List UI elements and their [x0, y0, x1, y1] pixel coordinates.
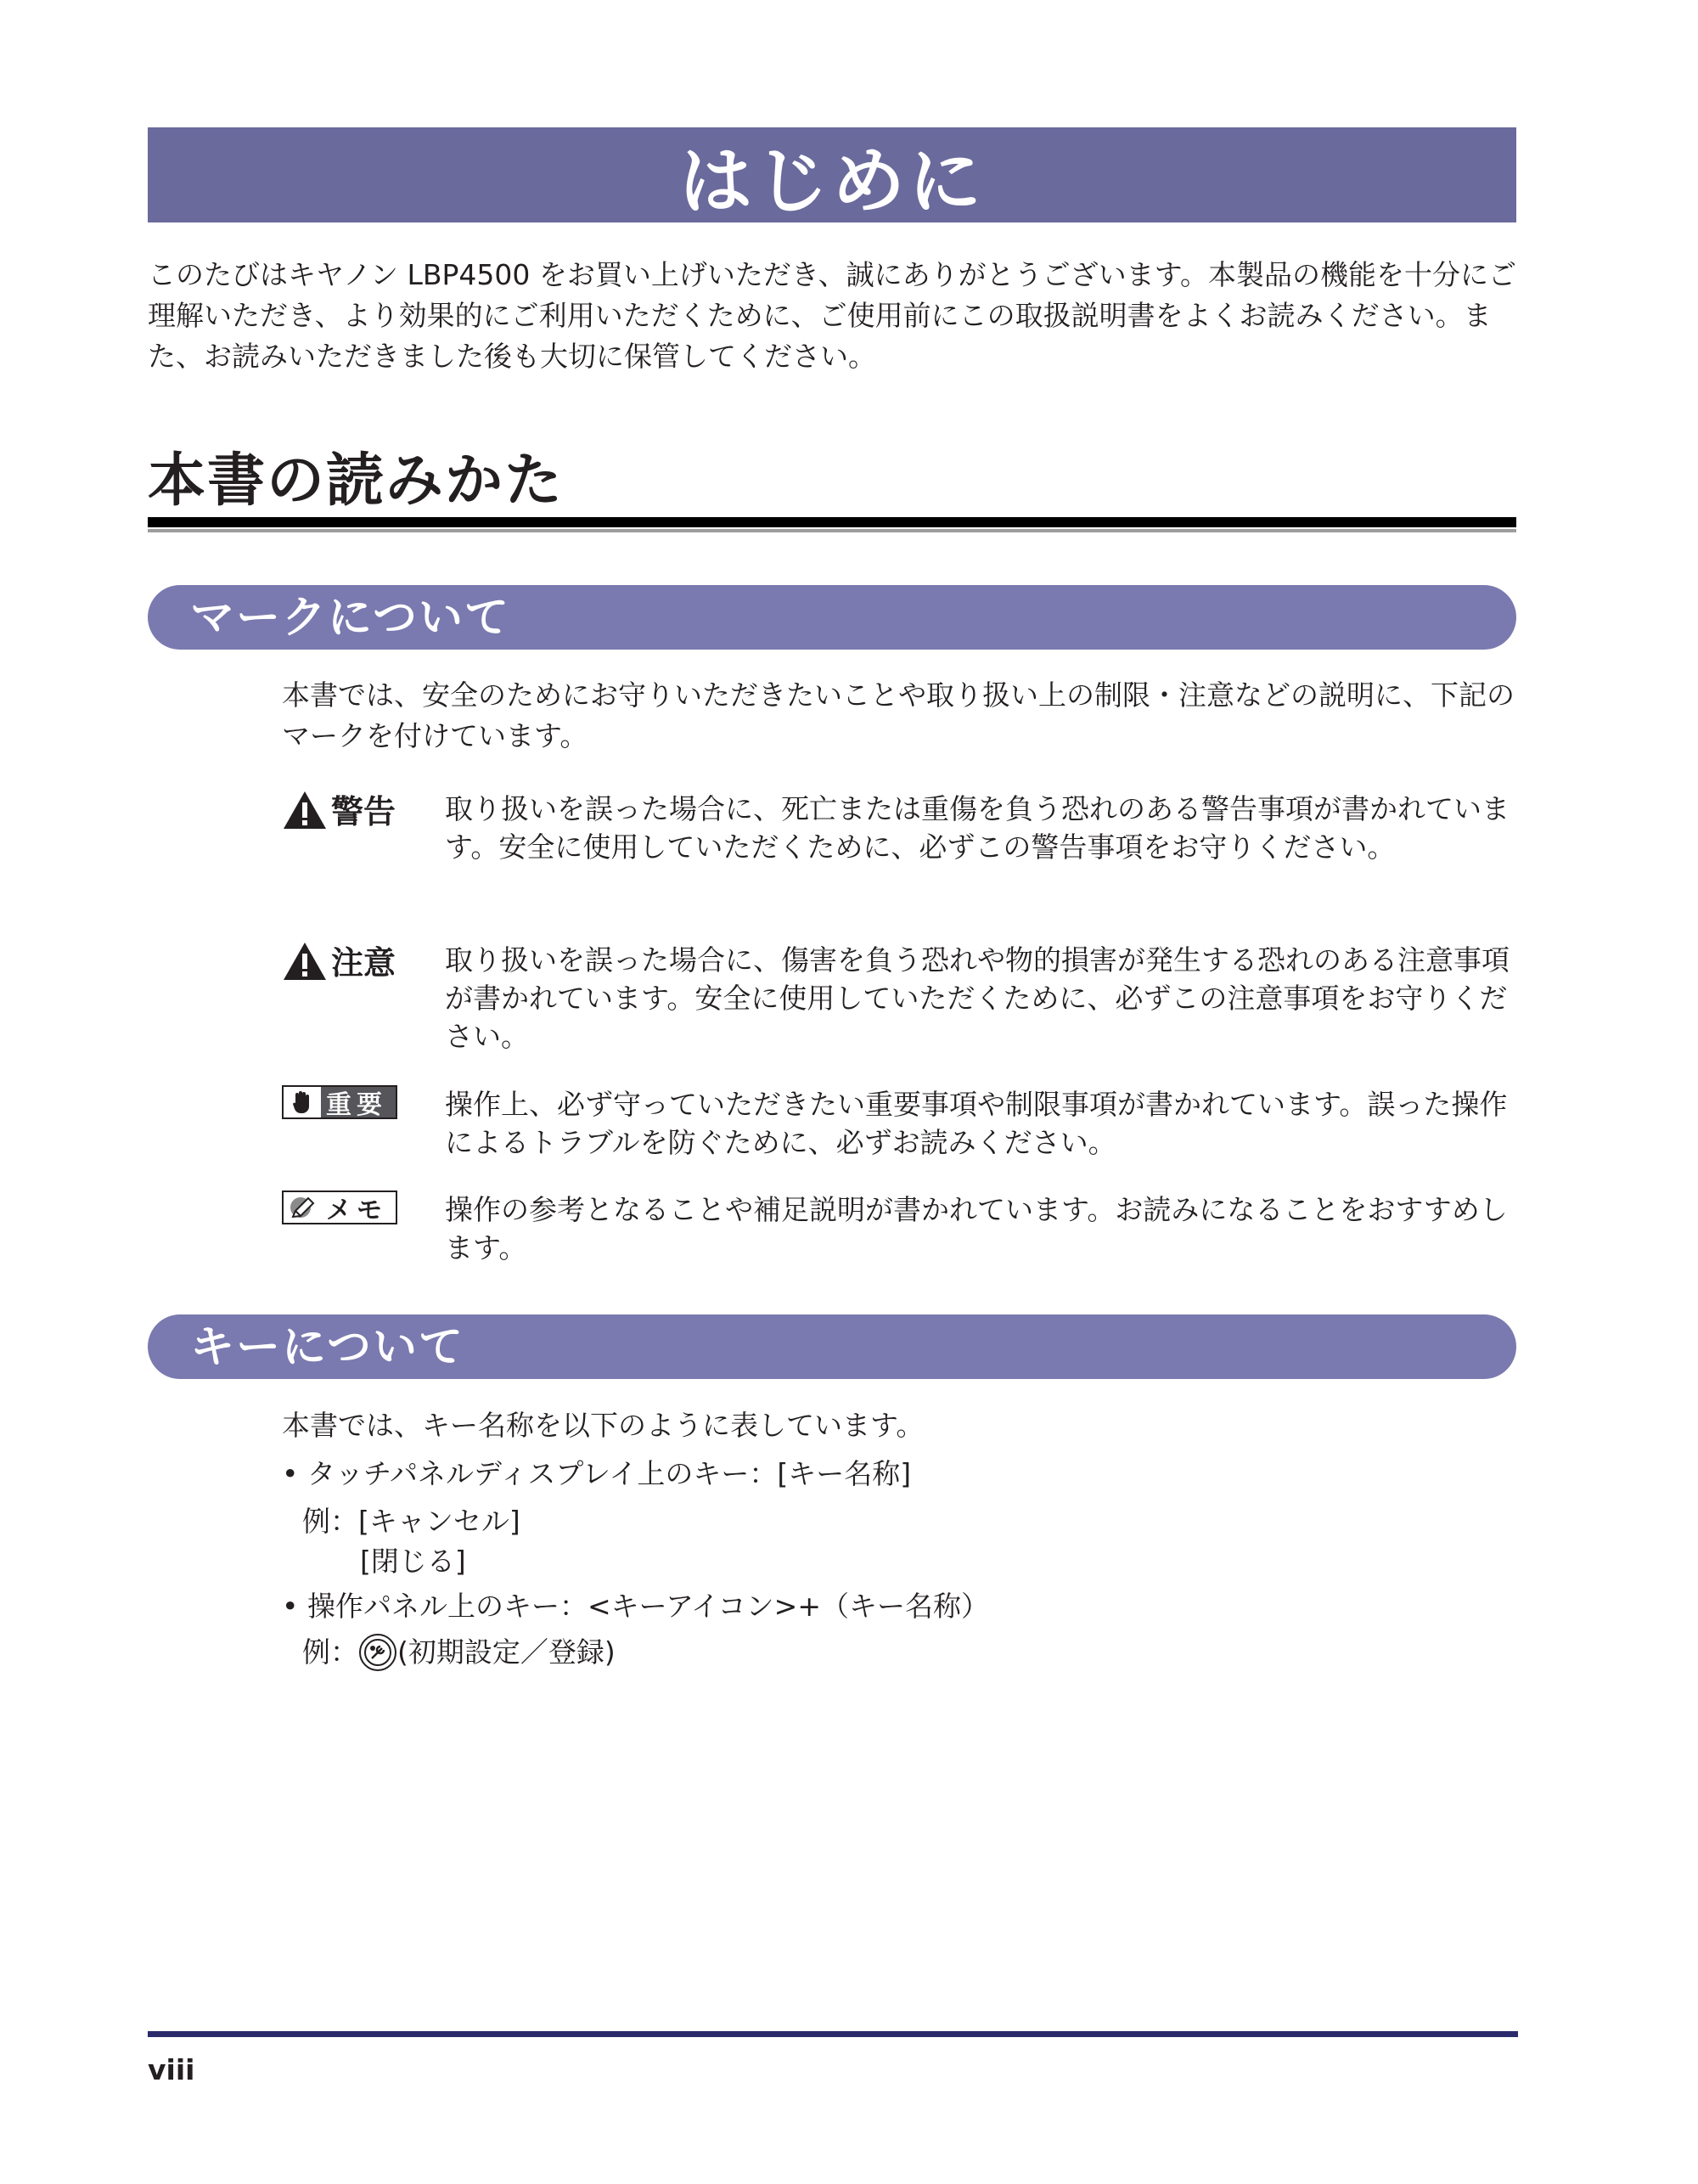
bullet-marker: • [282, 1457, 299, 1490]
example-close: [閉じる] [360, 1545, 466, 1578]
warning-description: 取り扱いを誤った場合に、死亡または重傷を負う恐れのある警告事項が書かれています。安全に使用していただくために、必ずこの警告事項をお守りください。 [445, 792, 1510, 864]
bullet-marker: • [282, 1590, 299, 1623]
example-key-name: (初期設定／登録) [397, 1635, 616, 1669]
example-cancel [302, 1501, 520, 1542]
bullet-text: 操作パネル上のキー：<キーアイコン>+（キー名称） [306, 1590, 989, 1623]
example-settings-key [302, 1632, 616, 1673]
example-prefix: 例： [302, 1635, 358, 1669]
memo-label: メモ [326, 1196, 387, 1224]
important-description: 操作上、必ず守っていただきたい重要事項や制限事項が書かれています。誤った操作によるトラブルを防ぐために、必ずお読みください。 [445, 1088, 1508, 1159]
keys-subsection-title: キーについて [190, 1322, 464, 1373]
hand-stop-icon [284, 1087, 321, 1117]
memo-tag [282, 1191, 397, 1224]
marks-intro: 本書では、安全のためにお守りいただきたいことや取り扱い上の制限・注意などの説明に、下記のマークを付けています。 [282, 678, 1515, 752]
page-number: viii [148, 2053, 195, 2086]
bullet-operation-panel-keys [282, 1586, 989, 1627]
footer-rule [148, 2031, 1518, 2037]
warning-mark [282, 790, 409, 834]
marks-subsection-title: マークについて [190, 593, 510, 644]
warning-label: 警告 [331, 793, 396, 830]
memo-description: 操作の参考となることや補足説明が書かれています。お読みになることをおすすめします。 [445, 1193, 1508, 1264]
title-banner [148, 127, 1516, 222]
memo-mark [282, 1191, 409, 1224]
example-key-name: [キャンセル] [358, 1505, 520, 1538]
bullet-text: タッチパネルディスプレイ上のキー：[キー名称] [306, 1457, 912, 1490]
keys-subsection-header [148, 1314, 1516, 1379]
example-prefix: 例： [302, 1505, 358, 1538]
heading-rule [148, 517, 1516, 527]
keys-intro: 本書では、キー名称を以下のように表しています。 [282, 1409, 925, 1442]
section-heading: 本書の読みかた [148, 447, 565, 515]
pencil-icon [284, 1192, 321, 1223]
heading-rule-shadow [148, 529, 1516, 532]
warning-triangle-icon [282, 790, 328, 834]
settings-key-icon [358, 1633, 397, 1672]
important-tag [282, 1085, 397, 1119]
bullet-touch-panel-keys [282, 1454, 911, 1494]
caution-label: 注意 [331, 944, 396, 982]
caution-triangle-icon [282, 941, 328, 985]
page-title: はじめに [679, 139, 985, 224]
marks-subsection-header [148, 585, 1516, 650]
important-mark [282, 1085, 409, 1119]
important-label: 重要 [326, 1090, 387, 1119]
caution-mark [282, 941, 409, 985]
caution-description: 取り扱いを誤った場合に、傷害を負う恐れや物的損害が発生する恐れのある注意事項が書かれています。安全に使用していただくために、必ずこの注意事項をお守りください。 [445, 943, 1510, 1053]
intro-paragraph: このたびはキヤノン LBP4500 をお買い上げいただき、誠にありがとうございます。本製品の機能を十分にご理解いただき、より効果的にご利用いただくために、ご使用前にこの取扱説明書をよくお読みください。また、お読みいただきました後も大切に保管してください。 [148, 258, 1516, 373]
